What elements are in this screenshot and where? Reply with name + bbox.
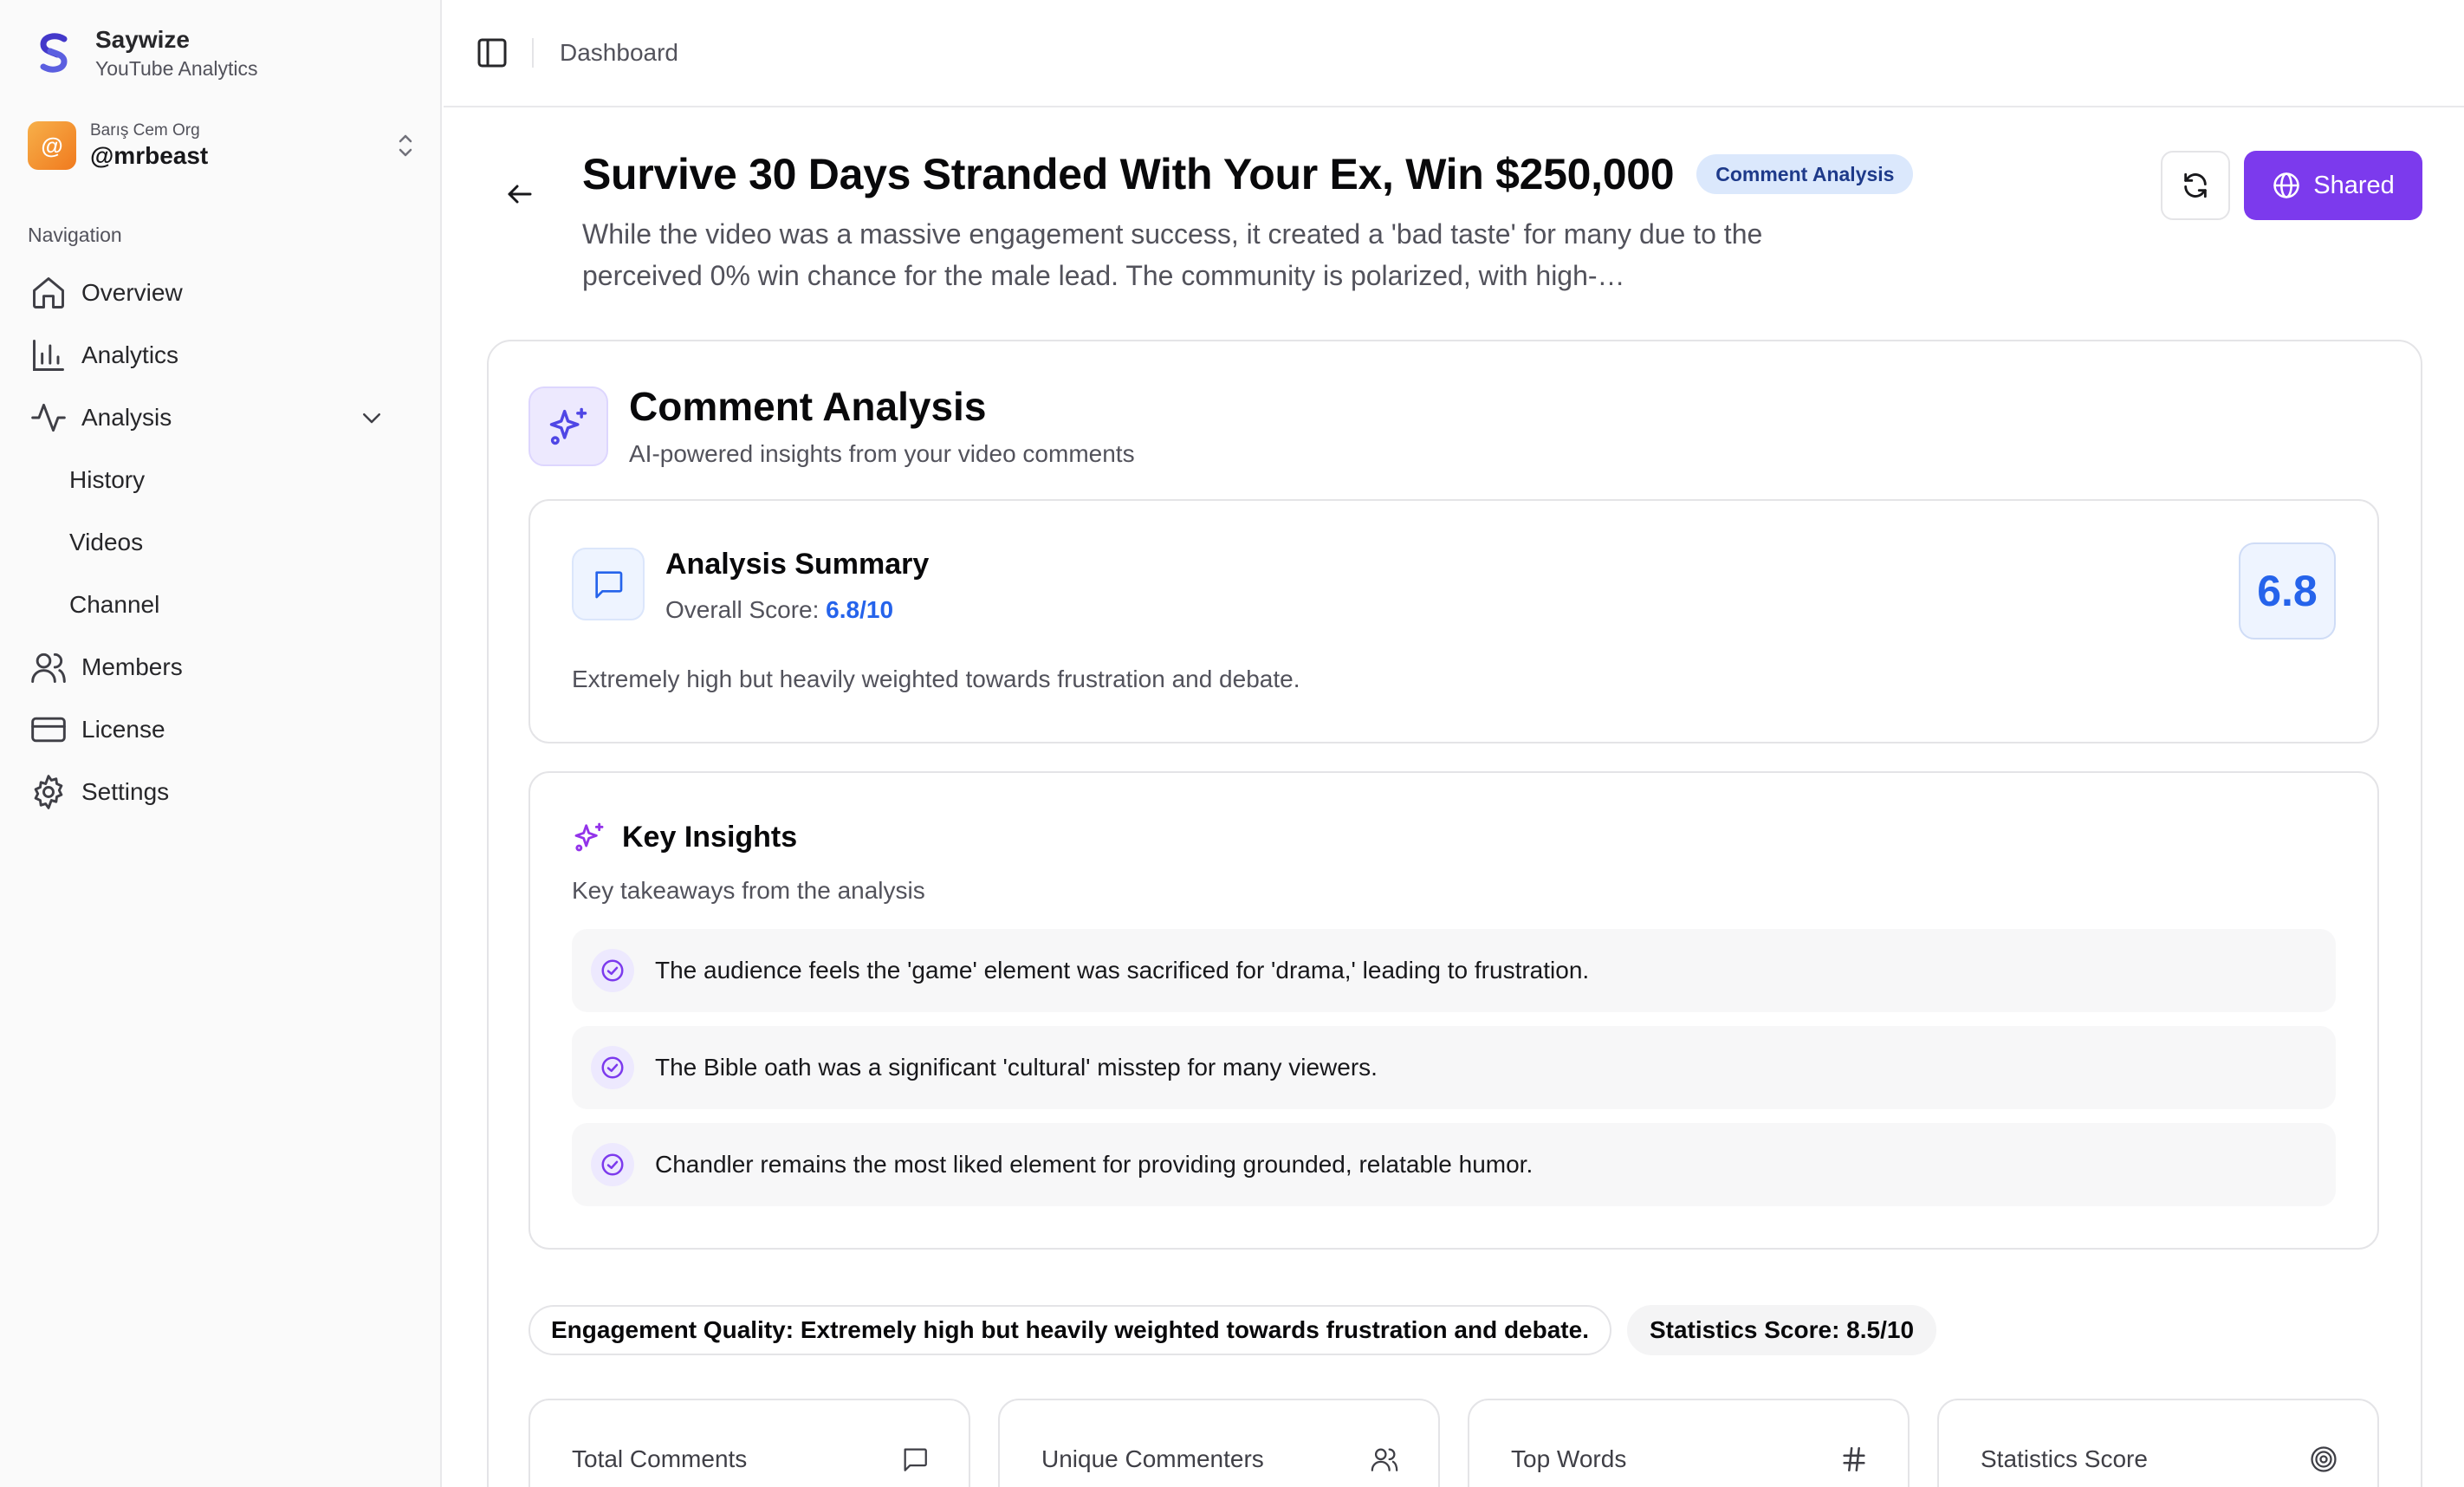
statistics-score-pill: Statistics Score: 8.5/10 bbox=[1627, 1305, 1936, 1355]
summary-title: Analysis Summary bbox=[665, 548, 930, 581]
section-title: Comment Analysis bbox=[629, 384, 987, 429]
sparkles-icon bbox=[572, 820, 622, 854]
page-title: Survive 30 Days Stranded With Your Ex, Win $250,000 bbox=[582, 150, 1675, 198]
home-icon bbox=[28, 272, 69, 314]
overall-score bbox=[665, 596, 893, 624]
sidebar-toggle-icon[interactable] bbox=[470, 30, 515, 75]
sidebar-item-analytics[interactable] bbox=[28, 324, 418, 386]
sparkles-icon bbox=[528, 386, 608, 466]
org-switcher[interactable] bbox=[28, 118, 418, 173]
breadcrumb[interactable]: Dashboard bbox=[560, 39, 678, 66]
insight-text: The audience feels the 'game' element was sacrificed for 'drama,' leading to frustration. bbox=[655, 957, 1590, 984]
sidebar-item-label: Members bbox=[81, 653, 183, 680]
stat-card-statistics-score bbox=[1937, 1399, 2379, 1487]
credit-card-icon bbox=[28, 709, 69, 750]
insights-subtitle: Key takeaways from the analysis bbox=[572, 877, 925, 904]
page-title-row bbox=[582, 149, 1913, 199]
check-circle-icon bbox=[591, 949, 634, 992]
stat-card-top-words bbox=[1468, 1399, 1910, 1487]
sidebar-item-label: Analysis bbox=[81, 404, 172, 431]
sidebar-item-license[interactable] bbox=[28, 698, 418, 761]
brand-name: Saywize bbox=[95, 26, 190, 53]
gear-icon bbox=[28, 771, 69, 813]
sidebar-item-label: Overview bbox=[81, 279, 183, 306]
org-avatar: @ bbox=[28, 121, 76, 170]
nav-group-label: Navigation bbox=[28, 224, 122, 246]
metric-pills bbox=[528, 1305, 1952, 1355]
back-arrow-icon[interactable] bbox=[496, 170, 544, 218]
hash-icon bbox=[1838, 1444, 1870, 1475]
sidebar-subitem-videos[interactable]: Videos bbox=[69, 529, 144, 555]
stat-label: Top Words bbox=[1511, 1445, 1627, 1472]
sidebar-item-analysis[interactable] bbox=[28, 386, 418, 449]
analysis-type-badge: Comment Analysis bbox=[1696, 154, 1913, 194]
refresh-icon bbox=[2181, 171, 2210, 200]
brand-subtitle: YouTube Analytics bbox=[95, 57, 258, 80]
activity-icon bbox=[28, 397, 69, 438]
insights-header bbox=[572, 820, 797, 854]
sidebar-subitem-channel[interactable]: Channel bbox=[69, 591, 160, 618]
stat-label: Statistics Score bbox=[1981, 1445, 2148, 1472]
org-handle: @mrbeast bbox=[90, 142, 209, 169]
sidebar bbox=[0, 0, 442, 1487]
list-item bbox=[572, 929, 2336, 1012]
message-square-icon bbox=[572, 548, 645, 620]
topbar-divider bbox=[532, 38, 534, 68]
sidebar-item-label: Analytics bbox=[81, 341, 179, 368]
section-subtitle: AI-powered insights from your video comments bbox=[629, 440, 1135, 467]
sidebar-subitem-history[interactable]: History bbox=[69, 466, 146, 493]
target-icon bbox=[2308, 1444, 2339, 1475]
users-icon bbox=[28, 646, 69, 688]
brand[interactable] bbox=[29, 24, 258, 81]
org-name: Barış Cem Org bbox=[90, 121, 200, 140]
globe-icon bbox=[2272, 171, 2313, 200]
overall-score-value: 6.8/10 bbox=[826, 596, 894, 623]
shared-button-label: Shared bbox=[2313, 171, 2395, 199]
users-icon bbox=[1369, 1444, 1400, 1475]
score-badge: 6.8 bbox=[2239, 542, 2336, 640]
stat-label: Unique Commenters bbox=[1041, 1445, 1264, 1472]
sidebar-item-overview[interactable] bbox=[28, 262, 418, 324]
stat-card-total-comments bbox=[528, 1399, 970, 1487]
shared-button[interactable] bbox=[2244, 151, 2422, 220]
engagement-quality-pill: Engagement Quality: Extremely high but heavily weighted towards frustration and debate. bbox=[528, 1305, 1611, 1355]
summary-description: Extremely high but heavily weighted towards frustration and debate. bbox=[572, 666, 1300, 692]
sidebar-item-members[interactable] bbox=[28, 636, 418, 698]
saywize-logo-icon bbox=[29, 25, 78, 81]
chevron-down-icon[interactable] bbox=[359, 405, 385, 431]
bar-chart-icon bbox=[28, 334, 69, 376]
list-item bbox=[572, 1026, 2336, 1109]
topbar bbox=[444, 0, 2464, 107]
sidebar-nav bbox=[28, 262, 418, 823]
refresh-button[interactable] bbox=[2161, 151, 2230, 220]
check-circle-icon bbox=[591, 1143, 634, 1186]
insights-title: Key Insights bbox=[622, 820, 798, 854]
sidebar-item-label: License bbox=[81, 716, 165, 743]
check-circle-icon bbox=[591, 1046, 634, 1089]
page-description: While the video was a massive engagement success, it created a 'bad taste' for many due to the perceived 0% win chance for the male lead. The community is polarized, with high-… bbox=[582, 218, 1763, 291]
insight-text: Chandler remains the most liked element for providing grounded, relatable humor. bbox=[655, 1151, 1534, 1178]
stat-label: Total Comments bbox=[572, 1445, 748, 1472]
sidebar-item-label: Settings bbox=[81, 778, 170, 805]
message-square-icon bbox=[899, 1444, 930, 1475]
stat-card-unique-commenters bbox=[998, 1399, 1440, 1487]
insight-text: The Bible oath was a significant 'cultural' misstep for many viewers. bbox=[655, 1054, 1378, 1081]
sidebar-item-settings[interactable] bbox=[28, 761, 418, 823]
chevrons-up-down-icon[interactable] bbox=[393, 128, 418, 163]
insights-list bbox=[572, 929, 2336, 1220]
overall-score-label: Overall Score: bbox=[665, 596, 827, 623]
list-item bbox=[572, 1123, 2336, 1206]
